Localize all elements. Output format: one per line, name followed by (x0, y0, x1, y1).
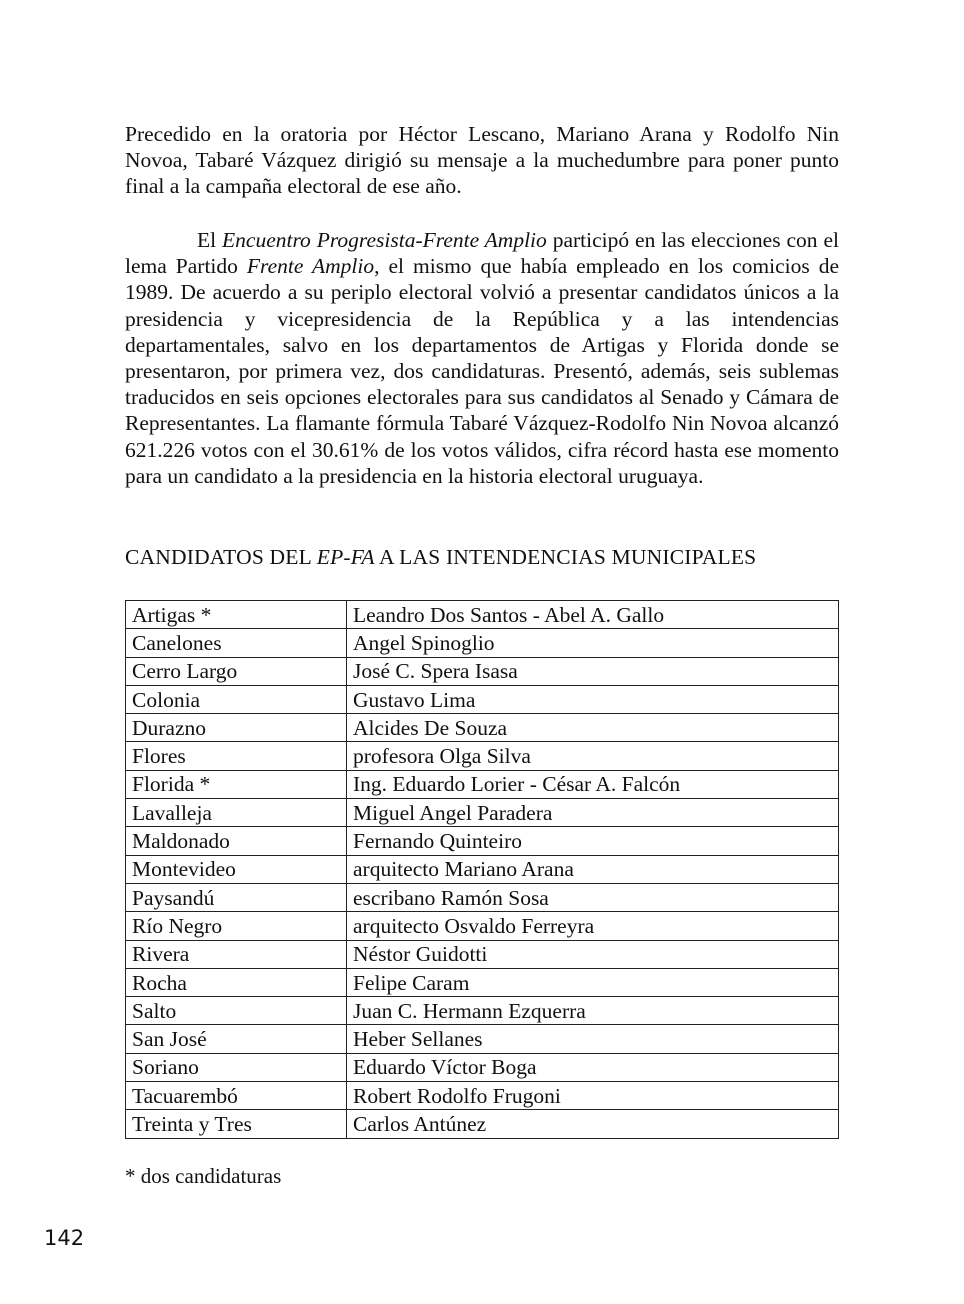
party-name-italic: Encuentro Progresista-Frente Amplio (222, 228, 547, 252)
candidate-cell: Leandro Dos Santos - Abel A. Gallo (347, 601, 839, 629)
department-cell: Maldonado (126, 827, 347, 855)
table-row (126, 1082, 839, 1110)
candidate-cell: escribano Ramón Sosa (347, 883, 839, 911)
table-row (126, 855, 839, 883)
paragraph-text-part-3: , el mismo que había empleado en los comicios de 1989. De acuerdo a su periplo electoral volvió a presentar candidatos únicos a la presidencia y vicepresidencia de la República y a las intendencias departamentales, salvo en los departamentos de Artigas y Florida donde se presentaron, por primera vez, dos candidaturas. Presentó, además, seis sublemas traducidos en seis opciones electorales para sus candidatos al Senado y Cámara de Representantes. La flamante fórmula Tabaré Vázquez-Rodolfo Nin Novoa alcanzó 621.226 votos con el 30.61% de los votos válidos, cifra récord hasta ese momento para un candidato a la presidencia en la historia electoral uruguaya. (125, 254, 840, 488)
table-row (126, 1053, 839, 1081)
paragraph-text-part-1: El (197, 228, 223, 252)
department-cell: Paysandú (126, 883, 347, 911)
department-cell: Lavalleja (126, 799, 347, 827)
table-row (126, 997, 839, 1025)
table-row (126, 912, 839, 940)
department-cell: Canelones (126, 629, 347, 657)
candidates-table (125, 600, 839, 1139)
candidate-cell: Felipe Caram (347, 968, 839, 996)
candidate-cell: José C. Spera Isasa (347, 657, 839, 685)
table-row (126, 742, 839, 770)
department-cell: Soriano (126, 1053, 347, 1081)
candidate-cell: Gustavo Lima (347, 685, 839, 713)
table-row (126, 1025, 839, 1053)
table-title-italic: EP-FA (316, 545, 375, 569)
candidate-cell: Carlos Antúnez (347, 1110, 839, 1138)
department-cell: Río Negro (126, 912, 347, 940)
table-row (126, 940, 839, 968)
table-row (126, 714, 839, 742)
page-number: 142 (44, 1226, 85, 1250)
candidate-cell: Juan C. Hermann Ezquerra (347, 997, 839, 1025)
candidate-cell: Robert Rodolfo Frugoni (347, 1082, 839, 1110)
paragraph-elections (125, 227, 839, 489)
table-row (126, 968, 839, 996)
lema-name-italic: Frente Amplio (246, 254, 375, 279)
candidate-cell: Ing. Eduardo Lorier - César A. Falcón (347, 770, 839, 798)
candidate-cell: Miguel Angel Paradera (347, 799, 839, 827)
table-row (126, 629, 839, 657)
table-row (126, 685, 839, 713)
table-row (126, 770, 839, 798)
table-title-after: A LAS INTENDENCIAS MUNICIPALES (374, 545, 757, 569)
table-row (126, 799, 839, 827)
department-cell: San José (126, 1025, 347, 1053)
department-cell: Tacuarembó (126, 1082, 347, 1110)
department-cell: Rivera (126, 940, 347, 968)
candidate-cell: Heber Sellanes (347, 1025, 839, 1053)
table-row (126, 657, 839, 685)
department-cell: Florida * (126, 770, 347, 798)
footnote: * dos candidaturas (125, 1164, 282, 1188)
table-title (125, 543, 756, 571)
department-cell: Rocha (126, 968, 347, 996)
department-cell: Durazno (126, 714, 347, 742)
table-row (126, 1110, 839, 1138)
candidate-cell: Angel Spinoglio (347, 629, 839, 657)
paragraph-closing-campaign: Precedido en la oratoria por Héctor Lescano, Mariano Arana y Rodolfo Nin Novoa, Tabaré Vázquez dirigió su mensaje a la muchedumbre para poner punto final a la campaña electoral de ese año. (125, 122, 839, 199)
department-cell: Flores (126, 742, 347, 770)
candidate-cell: arquitecto Osvaldo Ferreyra (347, 912, 839, 940)
candidate-cell: arquitecto Mariano Arana (347, 855, 839, 883)
candidate-cell: Néstor Guidotti (347, 940, 839, 968)
candidate-cell: Alcides De Souza (347, 714, 839, 742)
candidate-cell: Eduardo Víctor Boga (347, 1053, 839, 1081)
table-row (126, 827, 839, 855)
candidate-cell: Fernando Quinteiro (347, 827, 839, 855)
department-cell: Colonia (126, 685, 347, 713)
candidate-cell: profesora Olga Silva (347, 742, 839, 770)
table-row (126, 601, 839, 629)
paragraph-text-part-2: participó en las elecciones con el lema Partido (125, 228, 839, 279)
department-cell: Montevideo (126, 855, 347, 883)
table-title-before: CANDIDATOS DEL (125, 545, 317, 569)
department-cell: Cerro Largo (126, 657, 347, 685)
department-cell: Artigas * (126, 601, 347, 629)
department-cell: Treinta y Tres (126, 1110, 347, 1138)
table-row (126, 883, 839, 911)
department-cell: Salto (126, 997, 347, 1025)
